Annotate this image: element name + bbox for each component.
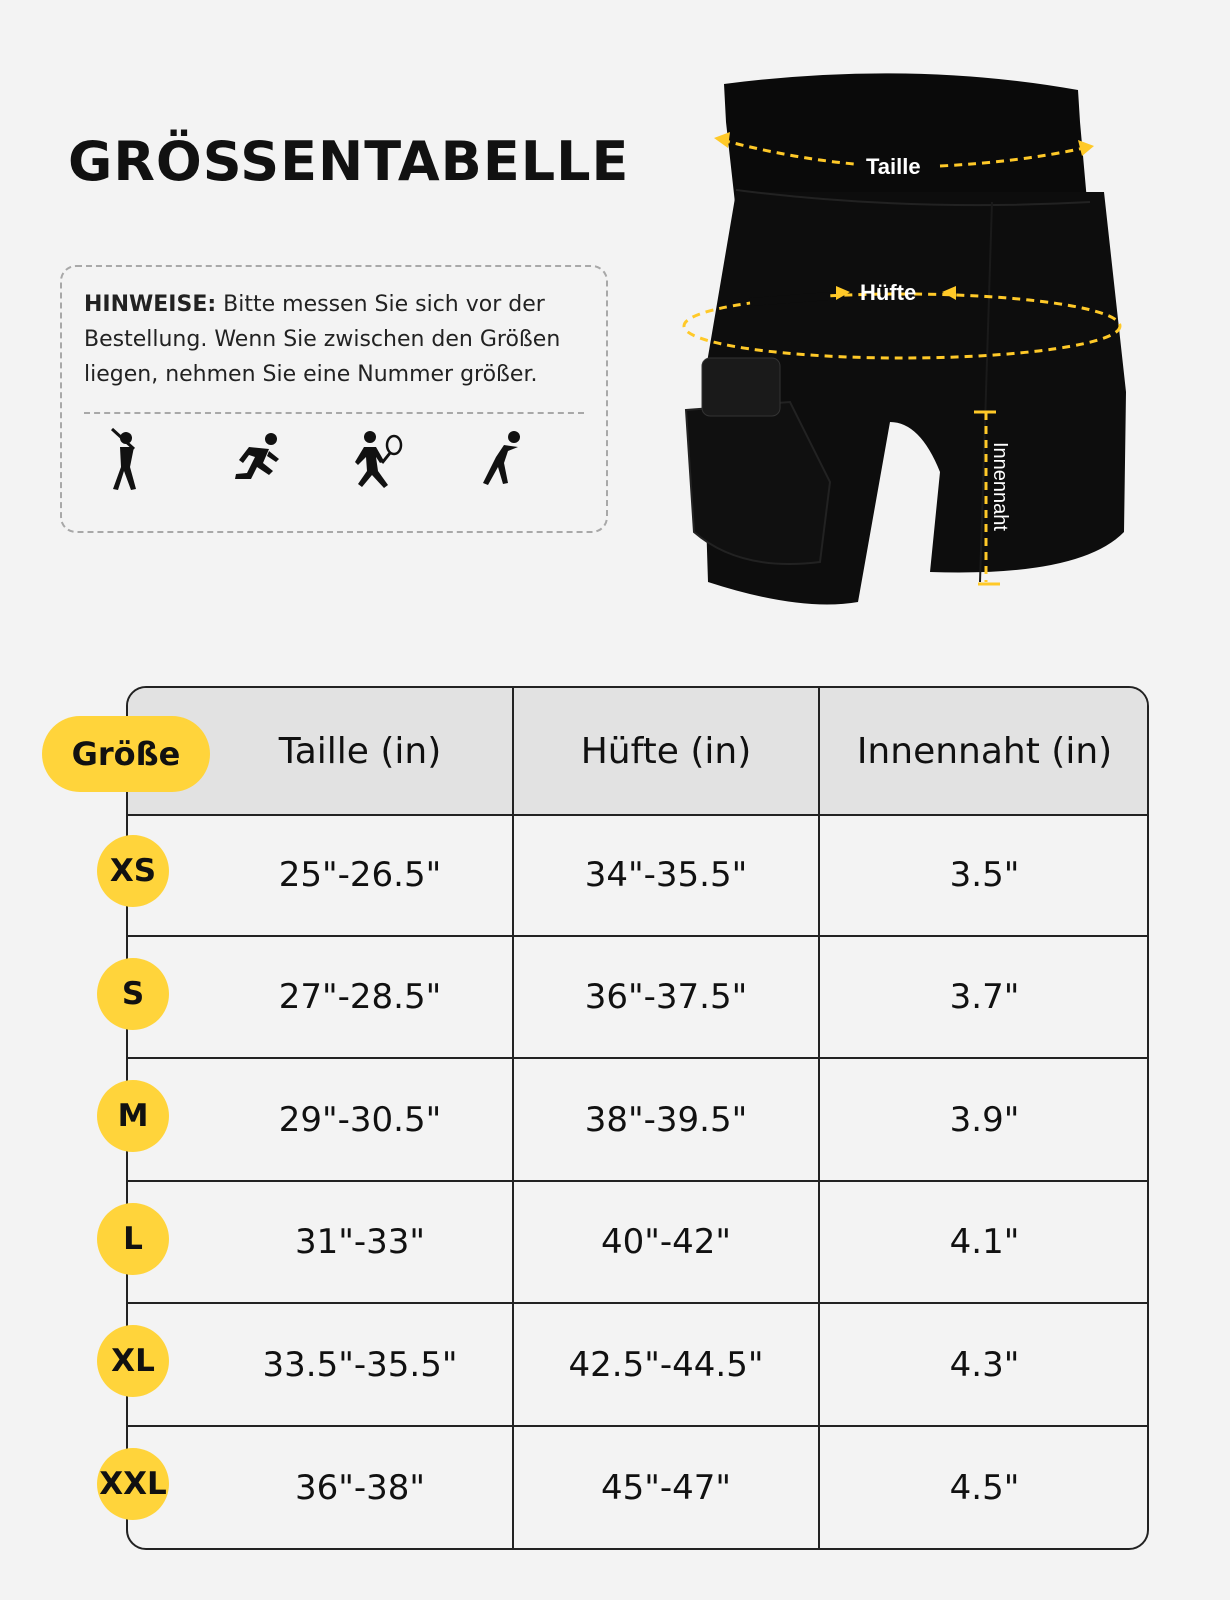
hip-label: Hüfte <box>860 280 917 305</box>
cell-s-hip: 36"-37.5" <box>584 977 748 1017</box>
cell-l-inseam: 4.1" <box>949 1222 1020 1262</box>
size-header-badge: Größe <box>42 716 210 792</box>
cell-xl-waist: 33.5"-35.5" <box>262 1344 458 1385</box>
size-badge-xl: XL <box>97 1325 169 1397</box>
inseam-label: Innennaht <box>989 442 1011 531</box>
header-inseam: Innennaht (in) <box>856 730 1113 772</box>
size-badge-s: S <box>97 958 169 1030</box>
golf-icon <box>104 427 164 493</box>
shorts-diagram <box>680 62 1160 632</box>
cell-m-inseam: 3.9" <box>949 1099 1020 1140</box>
stretching-icon <box>474 427 534 493</box>
cell-xs-waist: 25"-26.5" <box>278 854 442 895</box>
size-table <box>126 686 1149 1550</box>
page-title: GRÖSSENTABELLE <box>68 130 630 193</box>
cell-l-hip: 40"-42" <box>600 1222 732 1262</box>
cell-xl-inseam: 4.3" <box>949 1344 1020 1385</box>
note-label: HINWEISE: <box>84 292 217 317</box>
cell-xxl-hip: 45"-47" <box>600 1467 732 1508</box>
header-hip: Hüfte (in) <box>580 730 752 772</box>
size-badge-m: M <box>97 1080 169 1152</box>
header-waist: Taille (in) <box>278 730 442 772</box>
cell-m-hip: 38"-39.5" <box>584 1099 748 1140</box>
waistband <box>724 73 1088 212</box>
cell-l-waist: 31"-33" <box>294 1222 426 1262</box>
size-badge-xxl: XXL <box>97 1448 169 1520</box>
size-badge-l: L <box>97 1203 169 1275</box>
cell-m-waist: 29"-30.5" <box>278 1099 442 1140</box>
cell-xxl-inseam: 4.5" <box>949 1467 1020 1508</box>
note-body: Bitte messen Sie sich vor der Bestellung. Wenn Sie zwischen den Größen liegen, nehmen Sie eine Nummer größer. <box>84 292 561 387</box>
running-icon <box>227 427 287 493</box>
note-text <box>84 287 594 392</box>
cell-xs-inseam: 3.5" <box>949 854 1020 895</box>
note-divider <box>84 412 584 414</box>
cell-s-inseam: 3.7" <box>949 977 1020 1017</box>
cell-xxl-waist: 36"-38" <box>294 1467 426 1508</box>
size-badge-xs: XS <box>97 835 169 907</box>
tennis-icon <box>350 427 410 493</box>
cell-s-waist: 27"-28.5" <box>278 977 442 1017</box>
waist-label: Taille <box>866 154 921 179</box>
cell-xs-hip: 34"-35.5" <box>584 854 748 895</box>
phone <box>702 358 780 416</box>
note-box <box>60 265 608 533</box>
cell-xl-hip: 42.5"-44.5" <box>568 1344 764 1385</box>
